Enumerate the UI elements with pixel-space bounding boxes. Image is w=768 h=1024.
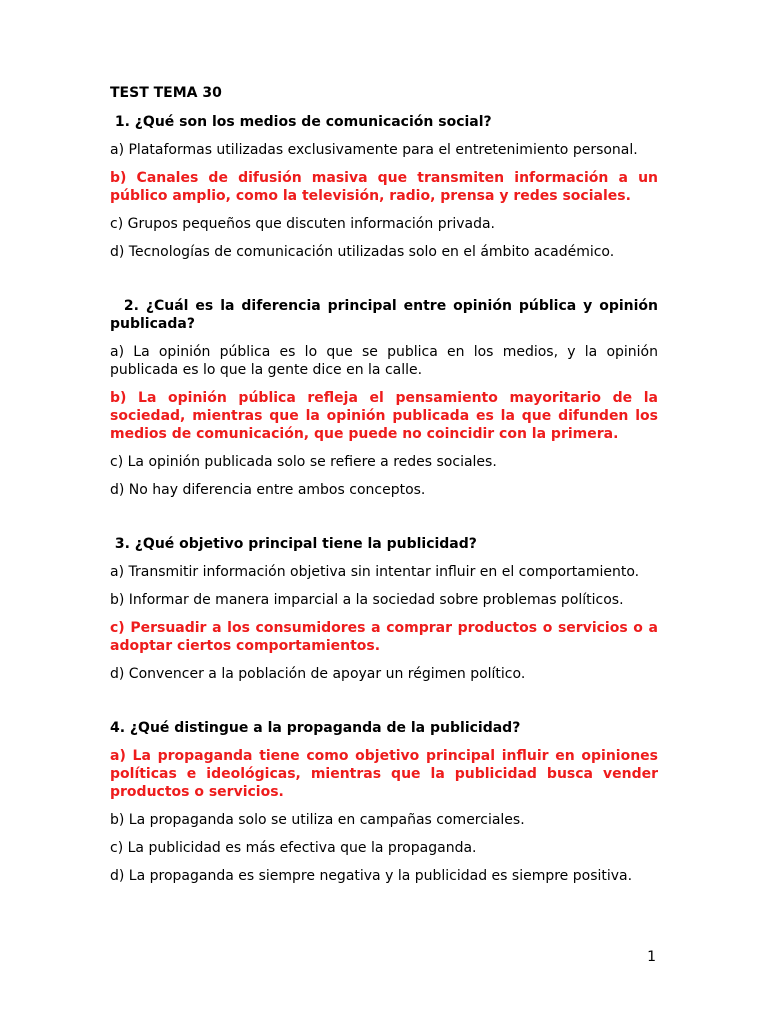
answer-option-a: a) Transmitir información objetiva sin intentar influir en el comportamiento. xyxy=(110,564,640,580)
answer-option-c: c) La publicidad es más efectiva que la propaganda. xyxy=(110,840,477,856)
answer-option-d: d) No hay diferencia entre ambos conceptos. xyxy=(110,482,426,498)
answer-option-d: d) Convencer a la población de apoyar un régimen político. xyxy=(110,666,526,682)
document-title: TEST TEMA 30 xyxy=(110,85,222,101)
answer-option-c: c) Grupos pequeños que discuten información privada. xyxy=(110,216,495,232)
answer-option-d: d) La propaganda es siempre negativa y la publicidad es siempre positiva. xyxy=(110,868,633,884)
question-text: 1. ¿Qué son los medios de comunicación social? xyxy=(110,114,492,130)
page-number: 1 xyxy=(647,949,656,965)
answer-option-c-correct: c) Persuadir a los consumidores a comprar productos o servicios o a adoptar ciertos comportamientos. xyxy=(110,620,658,654)
answer-option-b-correct: b) Canales de difusión masiva que transmiten información a un público amplio, como la televisión, radio, prensa y redes sociales. xyxy=(110,170,658,204)
answer-option-a: a) La opinión pública es lo que se publica en los medios, y la opinión publicada es lo que la gente dice en la calle. xyxy=(110,344,658,378)
answer-option-b-correct: b) La opinión pública refleja el pensamiento mayoritario de la sociedad, mientras que la opinión publicada es la que difunden los medios de comunicación, que puede no coincidir con la primera. xyxy=(110,390,658,442)
question-3 xyxy=(110,535,658,683)
answer-option-a-correct: a) La propaganda tiene como objetivo principal influir en opiniones políticas e ideológicas, mientras que la publicidad busca vender productos o servicios. xyxy=(110,748,658,800)
question-text: 4. ¿Qué distingue a la propaganda de la publicidad? xyxy=(110,720,521,736)
answer-option-c: c) La opinión publicada solo se refiere a redes sociales. xyxy=(110,454,497,470)
answer-option-b: b) Informar de manera imparcial a la sociedad sobre problemas políticos. xyxy=(110,592,624,608)
answer-option-a: a) Plataformas utilizadas exclusivamente para el entretenimiento personal. xyxy=(110,142,638,158)
question-4 xyxy=(110,719,658,885)
question-text: 2. ¿Cuál es la diferencia principal entre opinión pública y opinión publicada? xyxy=(110,298,658,332)
question-1 xyxy=(110,113,658,261)
question-2 xyxy=(110,297,658,499)
question-text: 3. ¿Qué objetivo principal tiene la publicidad? xyxy=(110,536,477,552)
answer-option-b: b) La propaganda solo se utiliza en campañas comerciales. xyxy=(110,812,525,828)
answer-option-d: d) Tecnologías de comunicación utilizadas solo en el ámbito académico. xyxy=(110,244,615,260)
